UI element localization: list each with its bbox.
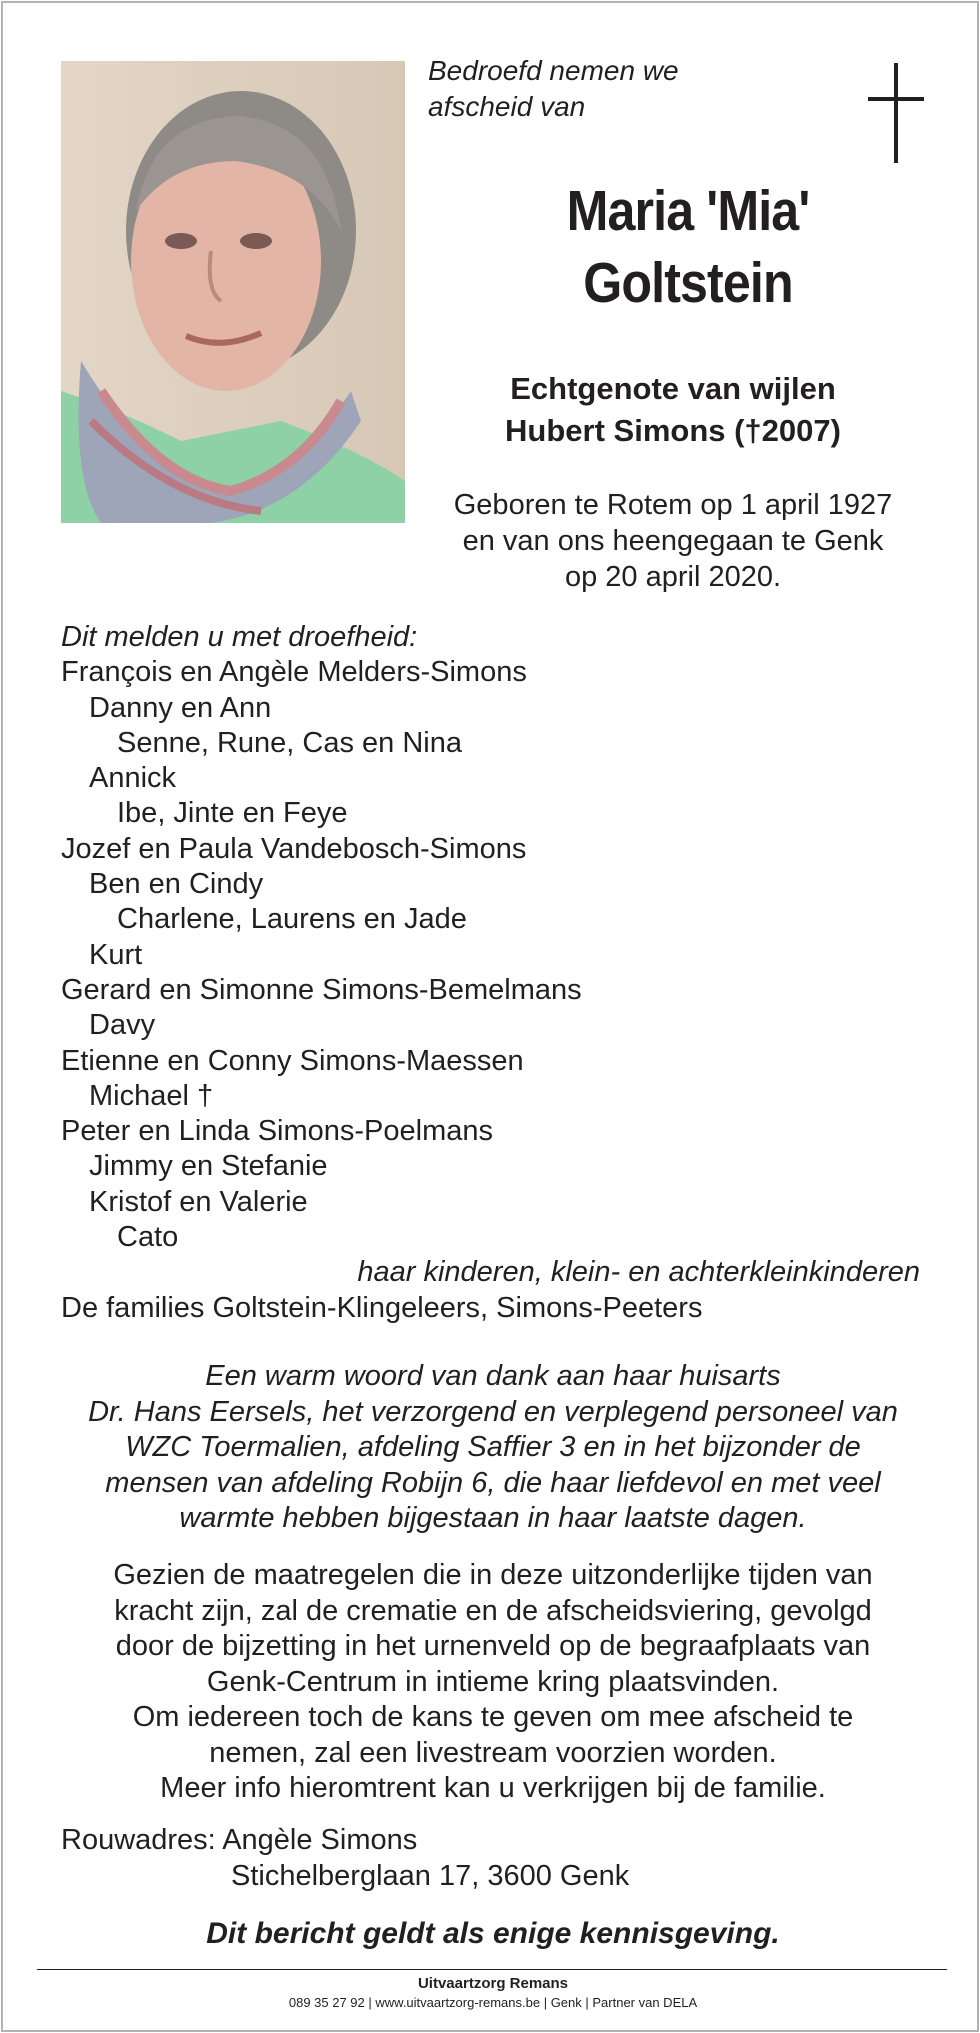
info-line: door de bijzetting in het urnenveld op de begraafplaats van: [115, 1630, 871, 1662]
family-line: Jimmy en Stefanie: [89, 1150, 328, 1183]
info-line: Gezien de maatregelen die in deze uitzonderlijke tijden van: [113, 1559, 873, 1591]
spouse-info: [443, 368, 903, 452]
thanks-line: Een warm woord van dank aan haar huisarts: [205, 1360, 781, 1392]
family-line: Senne, Rune, Cas en Nina: [117, 726, 462, 759]
portrait-image: [61, 61, 405, 523]
family-intro: Dit melden u met droefheid:: [61, 621, 418, 653]
family-line: Ben en Cindy: [89, 868, 264, 901]
info-line: kracht zijn, zal de crematie en de afscheidsviering, gevolgd: [114, 1594, 872, 1627]
birth-line: op 20 april 2020.: [564, 561, 782, 593]
mourning-address: [61, 1822, 861, 1894]
family-line: Jozef en Paula Vandebosch-Simons: [61, 832, 527, 865]
funeral-home-name: Uitvaartzorg Remans: [417, 1975, 569, 1992]
footer-divider: [37, 1969, 947, 1970]
cross-icon: [868, 63, 924, 163]
thanks-line: mensen van afdeling Robijn 6, die haar liefdevol en met veel: [105, 1466, 881, 1499]
spouse-line: Echtgenote van wijlen: [510, 371, 836, 406]
family-line: Etienne en Conny Simons-Maessen: [61, 1044, 524, 1077]
intro-text: [428, 53, 808, 125]
deceased-name: [508, 175, 869, 319]
funeral-home-contact: 089 35 27 92 | www.uitvaartzorg-remans.be | Genk | Partner van DELA: [288, 1995, 698, 2010]
family-line: Gerard en Simonne Simons-Bemelmans: [61, 973, 582, 1006]
thanks-line: Dr. Hans Eersels, het verzorgend en verplegend personeel van: [88, 1395, 898, 1428]
family-line: Charlene, Laurens en Jade: [117, 903, 467, 936]
name-line: Maria 'Mia': [566, 179, 810, 243]
birth-line: Geboren te Rotem op 1 april 1927: [453, 489, 893, 521]
extended-families: De families Goltstein-Klingeleers, Simons-Peeters: [61, 1291, 703, 1324]
info-line: Meer info hieromtrent kan u verkrijgen bij de familie.: [160, 1772, 826, 1804]
info-line: nemen, zal een livestream voorzien worden.: [209, 1736, 777, 1769]
address-line: Rouwadres: Angèle Simons: [61, 1824, 418, 1856]
info-line: Om iedereen toch de kans te geven om mee afscheid te: [132, 1701, 854, 1733]
family-line: Michael †: [89, 1079, 214, 1112]
thanks-line: warmte hebben bijgestaan in haar laatste dagen.: [179, 1502, 807, 1534]
family-line: Cato: [117, 1221, 179, 1254]
family-line: Danny en Ann: [89, 691, 272, 724]
family-line: Peter en Linda Simons-Poelmans: [61, 1115, 494, 1148]
thanks-line: WZC Toermalien, afdeling Saffier 3 en in het bijzonder de: [125, 1431, 861, 1463]
ceremony-info: [43, 1558, 943, 1807]
family-summary: haar kinderen, klein- en achterkleinkinderen: [357, 1256, 920, 1289]
family-line: François en Angèle Melders-Simons: [61, 656, 527, 689]
family-list: [61, 620, 941, 1326]
name-line: Goltstein: [583, 251, 793, 315]
portrait-photo: [61, 61, 405, 523]
intro-line: Bedroefd nemen we: [428, 55, 679, 86]
intro-line: afscheid van: [428, 91, 586, 122]
info-line: Genk-Centrum in intieme kring plaatsvinden.: [206, 1665, 780, 1698]
family-line: Kurt: [89, 938, 143, 971]
notice-text: Dit bericht geldt als enige kennisgeving.: [206, 1917, 780, 1950]
birth-line: en van ons heengegaan te Genk: [462, 525, 884, 557]
thanks-paragraph: [43, 1359, 943, 1537]
spouse-line: Hubert Simons (†2007): [505, 413, 841, 448]
family-line: Ibe, Jinte en Feye: [117, 797, 348, 830]
obituary-card: [1, 1, 979, 2032]
address-line: Stichelberglaan 17, 3600 Genk: [231, 1860, 630, 1892]
family-line: Annick: [89, 762, 177, 795]
birth-death-info: [428, 487, 918, 595]
family-line: Davy: [89, 1009, 156, 1042]
family-line: Kristof en Valerie: [89, 1185, 308, 1218]
